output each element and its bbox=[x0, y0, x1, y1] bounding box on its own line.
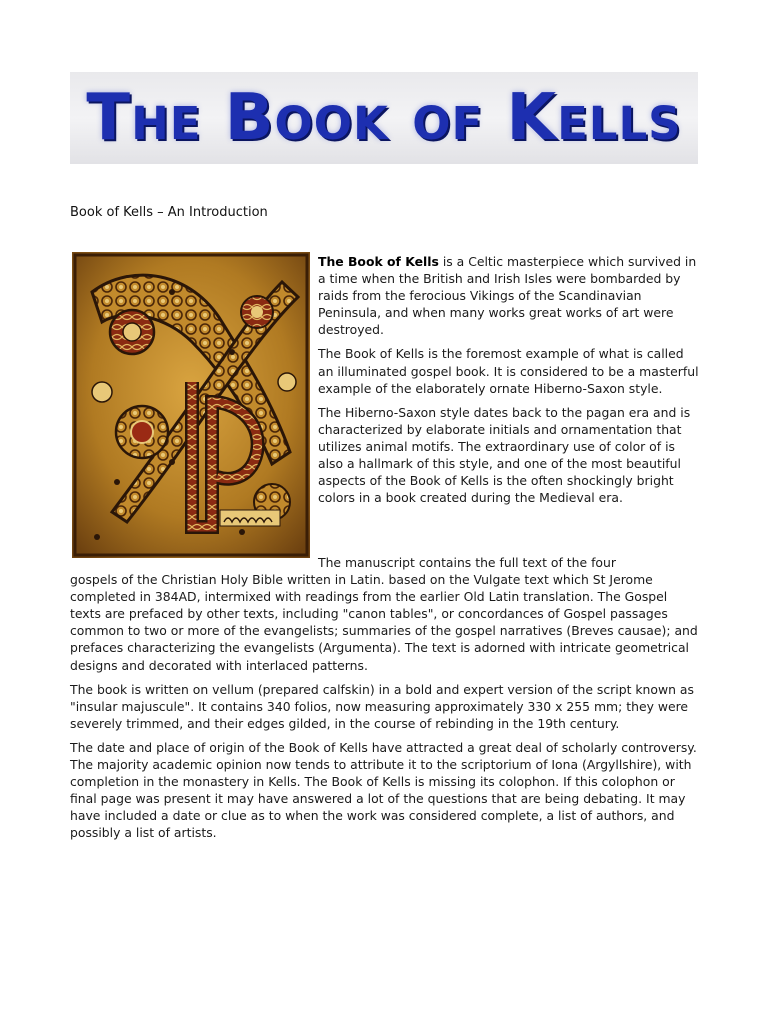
banner-title: The Book of Kells bbox=[86, 81, 682, 155]
paragraph-manuscript-rest: gospels of the Christian Holy Bible written in Latin. based on the Vulgate text which St Jerome completed in 384AD, intermixed with readings from the earlier Old Latin translation. The Gospel texts are prefaced by other texts, including "canon tables", or concordances of Gospel passages common to two or more of the evangelists; summaries of the gospel narratives (Breves causae); and prefaces characterizing the evangelists (Argumenta). The text is adorned with intricate geometrical designs and decorated with interlaced patterns. bbox=[70, 572, 698, 673]
chi-rho-illustration bbox=[72, 252, 310, 558]
title-banner bbox=[70, 72, 698, 164]
paragraph-origin: The date and place of origin of the Book of Kells have attracted a great deal of scholarly controversy. The majority academic opinion now tends to attribute it to the scriptorium of Iona (Argyllshire), with completion in the monastery in Kells. The Book of Kells is missing its colophon. If this colophon or final page was present it may have answered a lot of the questions that are being debating. It may have included a date or clue as to when the work was considered complete, a list of authors, and possibly a list of artists. bbox=[70, 739, 697, 841]
paragraph-vellum: The book is written on vellum (prepared calfskin) in a bold and expert version of the script known as "insular majuscule". It contains 340 folios, now measuring approximately 330 x 255 mm; they were severely trimmed, and their edges gilded, in the course of rebinding in the 19th century. bbox=[70, 681, 694, 731]
paragraph-intro-text: is a Celtic masterpiece which survived in a time when the British and Irish Isles were bombarded by raids from the ferocious Vikings of the Scandinavian Peninsula, and when many works great works of art were destroyed. bbox=[318, 254, 697, 338]
paragraph-manuscript-first-line: The manuscript contains the full text of the four bbox=[318, 555, 616, 570]
paragraph-hiberno-saxon: The Hiberno-Saxon style dates back to the pagan era and is characterized by elaborate initials and ornamentation that utilizes animal motifs. The extraordinary use of color of is also a hallmark of this style, and one of the most beautiful aspects of the Book of Kells is the often shockingly bright colors in a book created during the Medieval era. bbox=[318, 404, 691, 506]
intro-text-column bbox=[318, 253, 700, 513]
paragraph-manuscript bbox=[70, 554, 700, 674]
paragraph-intro bbox=[318, 253, 700, 338]
intro-heading: Book of Kells – An Introduction bbox=[70, 205, 268, 220]
paragraph-illuminated: The Book of Kells is the foremost example of what is called an illuminated gospel book. It is considered to be a masterful example of the elaborately ornate Hiberno-Saxon style. bbox=[318, 346, 699, 396]
body-text bbox=[70, 554, 700, 849]
book-title-bold: The Book of Kells bbox=[318, 254, 439, 269]
